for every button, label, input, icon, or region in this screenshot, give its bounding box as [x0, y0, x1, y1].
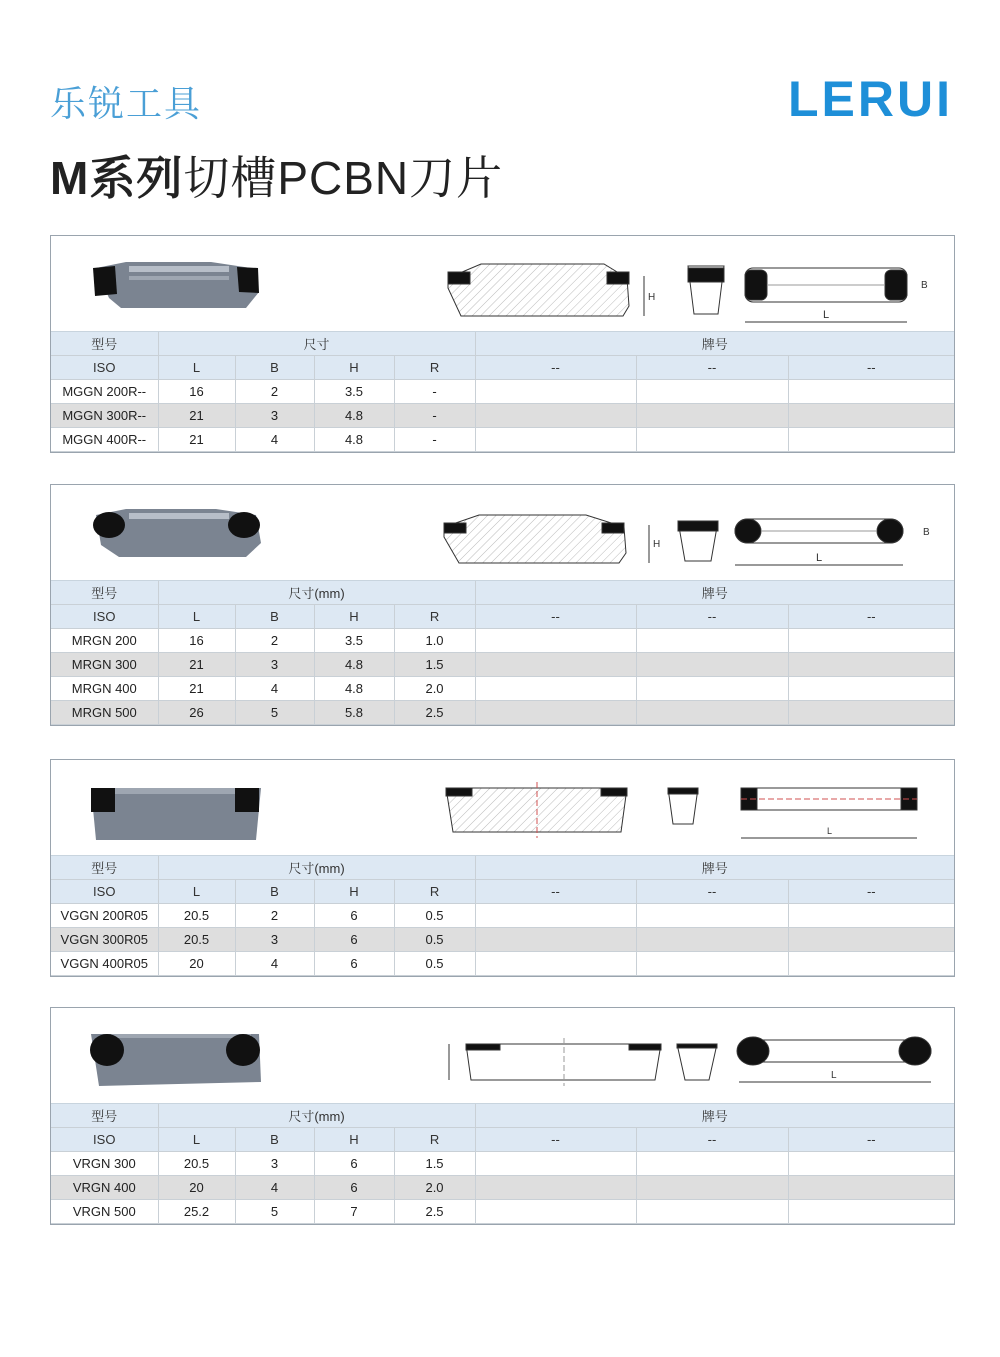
table-cell: 16 — [158, 380, 235, 404]
table-cell: 3.5 — [314, 629, 394, 653]
table-row — [51, 1176, 954, 1200]
insert-top-view-drawing — [745, 268, 928, 322]
table-cell: - — [394, 428, 475, 452]
table-cell: 0.5 — [394, 928, 475, 952]
table-cell: 2.0 — [394, 1176, 475, 1200]
table-row — [51, 928, 954, 952]
svg-text:H: H — [648, 292, 656, 303]
col-l: L — [158, 605, 235, 629]
svg-text:B: B — [923, 527, 930, 538]
table-cell — [636, 1152, 788, 1176]
table-cell: MRGN 400 — [51, 677, 158, 701]
insert-top-view-drawing — [737, 1037, 931, 1082]
col-b: B — [235, 880, 314, 904]
insert-product-image — [93, 262, 259, 308]
table-cell — [788, 380, 954, 404]
table-row — [51, 629, 954, 653]
table-cell: 6 — [314, 904, 394, 928]
table-cell — [788, 404, 954, 428]
page-title-product: 切槽PCBN刀片 — [183, 152, 504, 204]
table-cell: 26 — [158, 701, 235, 725]
svg-text:L: L — [831, 1070, 837, 1081]
table-cell: 4.8 — [314, 677, 394, 701]
table-cell: 21 — [158, 653, 235, 677]
insert-profile-drawing — [448, 264, 655, 316]
insert-end-view-drawing — [677, 1044, 717, 1080]
col-grade-2: -- — [636, 1128, 788, 1152]
table-cell: 6 — [314, 928, 394, 952]
table-cell — [636, 404, 788, 428]
table-cell — [475, 701, 636, 725]
table-cell — [636, 1176, 788, 1200]
table-cell — [788, 904, 954, 928]
table-cell — [788, 428, 954, 452]
table-cell: VGGN 400R05 — [51, 952, 158, 976]
page-title-series: M系列 — [50, 152, 184, 204]
table-cell: 2.5 — [394, 1200, 475, 1224]
col-iso: ISO — [51, 605, 158, 629]
col-grade-1: -- — [475, 605, 636, 629]
table-cell: 20.5 — [158, 1152, 235, 1176]
spec-table — [51, 332, 954, 452]
table-cell: 3 — [235, 928, 314, 952]
table-cell — [636, 629, 788, 653]
col-iso: ISO — [51, 880, 158, 904]
header-model: 型号 — [51, 332, 158, 356]
table-cell: 4 — [235, 677, 314, 701]
insert-product-image — [90, 1034, 261, 1086]
col-grade-3: -- — [788, 605, 954, 629]
section-vrgn — [50, 1007, 955, 1225]
table-cell: 4.8 — [314, 653, 394, 677]
table-cell: MRGN 500 — [51, 701, 158, 725]
insert-product-image — [93, 509, 261, 557]
table-row — [51, 677, 954, 701]
table-cell — [636, 701, 788, 725]
col-r: R — [394, 356, 475, 380]
table-cell: 3 — [235, 1152, 314, 1176]
insert-profile-drawing — [446, 782, 627, 838]
table-row — [51, 428, 954, 452]
table-cell: 2.5 — [394, 701, 475, 725]
header-grade: 牌号 — [475, 1104, 954, 1128]
header-model: 型号 — [51, 1104, 158, 1128]
header-model: 型号 — [51, 581, 158, 605]
table-cell — [788, 653, 954, 677]
table-cell: MRGN 200 — [51, 629, 158, 653]
table-cell: VRGN 400 — [51, 1176, 158, 1200]
col-grade-3: -- — [788, 1128, 954, 1152]
table-cell — [788, 928, 954, 952]
table-cell: 20 — [158, 1176, 235, 1200]
table-cell: 0.5 — [394, 904, 475, 928]
spec-table — [51, 856, 954, 976]
svg-text:H: H — [653, 539, 661, 550]
table-cell: 3 — [235, 653, 314, 677]
col-r: R — [394, 605, 475, 629]
table-cell: - — [394, 404, 475, 428]
col-iso: ISO — [51, 1128, 158, 1152]
insert-profile-drawing — [449, 1038, 661, 1086]
table-cell: 20.5 — [158, 928, 235, 952]
mggn-drawings — [51, 236, 954, 331]
section-figure — [51, 236, 954, 332]
insert-product-image — [91, 788, 261, 840]
col-r: R — [394, 880, 475, 904]
table-cell — [475, 653, 636, 677]
col-h: H — [314, 605, 394, 629]
table-cell — [636, 1200, 788, 1224]
insert-top-view-drawing — [735, 519, 930, 565]
col-grade-2: -- — [636, 605, 788, 629]
table-cell: 7 — [314, 1200, 394, 1224]
table-cell — [636, 928, 788, 952]
table-cell: 4 — [235, 428, 314, 452]
col-b: B — [235, 1128, 314, 1152]
table-cell — [475, 952, 636, 976]
table-cell: 4.8 — [314, 404, 394, 428]
table-cell — [636, 952, 788, 976]
table-cell: 1.5 — [394, 1152, 475, 1176]
table-row — [51, 701, 954, 725]
col-b: B — [235, 605, 314, 629]
table-cell: 5.8 — [314, 701, 394, 725]
section-figure — [51, 485, 954, 581]
table-cell — [475, 904, 636, 928]
svg-text:L: L — [823, 309, 830, 321]
col-iso: ISO — [51, 356, 158, 380]
table-cell: VGGN 200R05 — [51, 904, 158, 928]
col-grade-1: -- — [475, 356, 636, 380]
table-cell: 20.5 — [158, 904, 235, 928]
insert-profile-drawing — [444, 515, 660, 563]
table-cell: 16 — [158, 629, 235, 653]
table-cell — [475, 928, 636, 952]
table-cell: VRGN 300 — [51, 1152, 158, 1176]
header-grade: 牌号 — [475, 581, 954, 605]
table-cell — [475, 677, 636, 701]
spec-table — [51, 1104, 954, 1224]
table-cell: 1.5 — [394, 653, 475, 677]
table-cell — [475, 428, 636, 452]
lerui-logo-text: LERUI — [788, 71, 953, 126]
section-vggn — [50, 759, 955, 977]
insert-end-view-drawing — [668, 788, 698, 824]
table-cell — [636, 653, 788, 677]
table-cell: 20 — [158, 952, 235, 976]
col-grade-2: -- — [636, 356, 788, 380]
table-cell: 3.5 — [314, 380, 394, 404]
table-cell — [636, 428, 788, 452]
insert-end-view-drawing — [678, 521, 718, 561]
header-dimensions: 尺寸 — [158, 332, 475, 356]
table-row — [51, 904, 954, 928]
header-dimensions: 尺寸(mm) — [158, 1104, 475, 1128]
table-cell — [788, 629, 954, 653]
table-cell: 21 — [158, 428, 235, 452]
table-cell — [788, 952, 954, 976]
table-cell: 4.8 — [314, 428, 394, 452]
table-cell — [788, 1152, 954, 1176]
table-row — [51, 380, 954, 404]
mrgn-drawings — [51, 485, 954, 580]
table-cell: 21 — [158, 677, 235, 701]
page-title — [50, 142, 503, 208]
col-l: L — [158, 880, 235, 904]
table-cell: MGGN 200R-- — [51, 380, 158, 404]
section-figure — [51, 1008, 954, 1104]
table-cell — [788, 1176, 954, 1200]
table-cell: 21 — [158, 404, 235, 428]
table-cell: VGGN 300R05 — [51, 928, 158, 952]
table-cell — [475, 404, 636, 428]
table-cell: 6 — [314, 1176, 394, 1200]
table-cell: VRGN 500 — [51, 1200, 158, 1224]
table-cell — [475, 1200, 636, 1224]
section-figure — [51, 760, 954, 856]
table-cell — [788, 1200, 954, 1224]
table-cell: 0.5 — [394, 952, 475, 976]
table-row — [51, 404, 954, 428]
table-cell: 2 — [235, 380, 314, 404]
section-mrgn — [50, 484, 955, 726]
col-l: L — [158, 356, 235, 380]
table-cell — [636, 904, 788, 928]
svg-text:B: B — [921, 280, 928, 291]
col-grade-1: -- — [475, 1128, 636, 1152]
brand-name: 乐锐工具 — [50, 83, 203, 124]
table-cell: 6 — [314, 952, 394, 976]
table-cell — [475, 380, 636, 404]
table-cell — [475, 1152, 636, 1176]
svg-text:L: L — [816, 552, 823, 564]
table-row — [51, 1152, 954, 1176]
table-cell — [475, 629, 636, 653]
table-cell: 25.2 — [158, 1200, 235, 1224]
section-mggn — [50, 235, 955, 453]
vggn-drawings — [51, 760, 954, 855]
table-cell — [788, 677, 954, 701]
table-cell: 4 — [235, 1176, 314, 1200]
table-row — [51, 653, 954, 677]
table-cell — [636, 677, 788, 701]
header-grade: 牌号 — [475, 332, 954, 356]
col-grade-2: -- — [636, 880, 788, 904]
table-row — [51, 952, 954, 976]
table-row — [51, 1200, 954, 1224]
lerui-logo — [788, 70, 953, 126]
header-dimensions: 尺寸(mm) — [158, 581, 475, 605]
svg-text:L: L — [827, 826, 833, 836]
vrgn-drawings — [51, 1008, 954, 1103]
table-cell: - — [394, 380, 475, 404]
table-cell: MRGN 300 — [51, 653, 158, 677]
table-cell: 4 — [235, 952, 314, 976]
table-cell: 1.0 — [394, 629, 475, 653]
col-h: H — [314, 880, 394, 904]
table-cell — [475, 1176, 636, 1200]
table-cell: 3 — [235, 404, 314, 428]
col-h: H — [314, 1128, 394, 1152]
insert-end-view-drawing — [688, 266, 724, 314]
table-cell: MGGN 300R-- — [51, 404, 158, 428]
header-dimensions: 尺寸(mm) — [158, 856, 475, 880]
col-grade-1: -- — [475, 880, 636, 904]
table-cell: 2.0 — [394, 677, 475, 701]
insert-top-view-drawing — [741, 788, 917, 838]
table-cell: MGGN 400R-- — [51, 428, 158, 452]
table-cell: 2 — [235, 904, 314, 928]
table-cell: 5 — [235, 1200, 314, 1224]
table-cell — [788, 701, 954, 725]
table-cell: 6 — [314, 1152, 394, 1176]
col-r: R — [394, 1128, 475, 1152]
table-cell — [636, 380, 788, 404]
col-l: L — [158, 1128, 235, 1152]
header-model: 型号 — [51, 856, 158, 880]
col-grade-3: -- — [788, 880, 954, 904]
spec-table — [51, 581, 954, 725]
table-cell: 5 — [235, 701, 314, 725]
col-h: H — [314, 356, 394, 380]
col-grade-3: -- — [788, 356, 954, 380]
col-b: B — [235, 356, 314, 380]
table-cell: 2 — [235, 629, 314, 653]
header-grade: 牌号 — [475, 856, 954, 880]
